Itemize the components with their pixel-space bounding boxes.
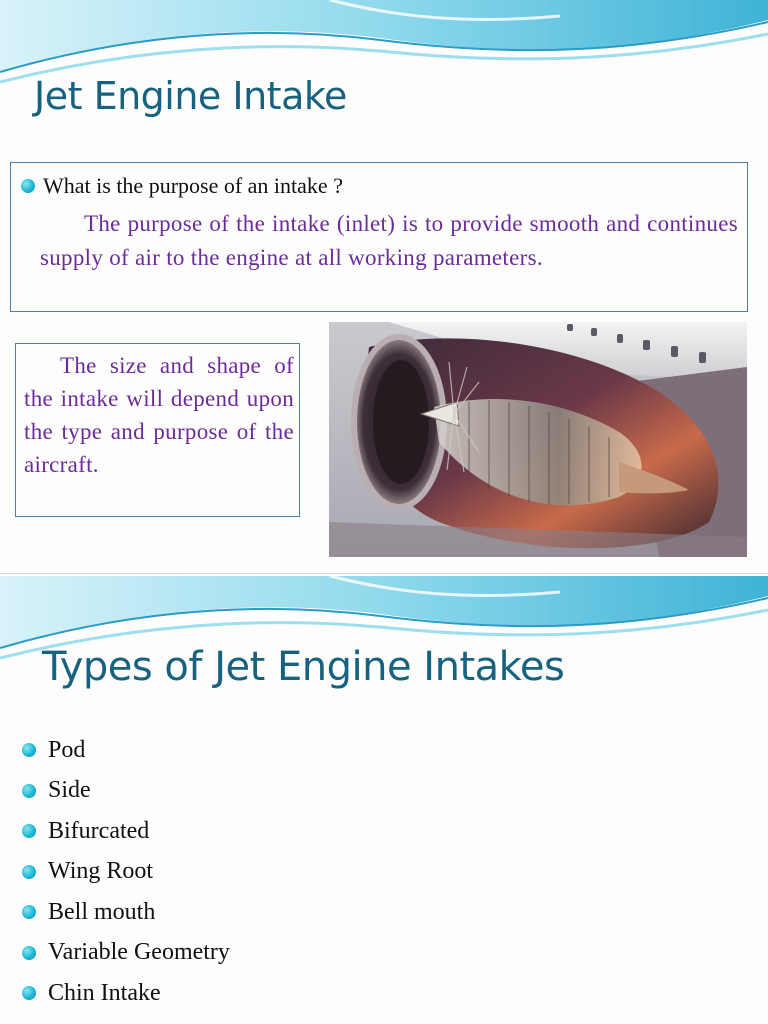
- bullet-icon: [22, 743, 36, 757]
- list-item-label: Variable Geometry: [48, 939, 230, 966]
- list-item: [22, 892, 230, 933]
- bullet-icon: [22, 784, 36, 798]
- bullet-icon: [22, 905, 36, 919]
- bullet-icon: [22, 824, 36, 838]
- list-item-label: Wing Root: [48, 858, 154, 885]
- bullet-icon: [22, 986, 36, 1000]
- bullet-icon: [21, 179, 35, 193]
- question-bullet-row: [21, 173, 343, 199]
- list-item: [22, 811, 230, 852]
- list-item-label: Side: [48, 777, 91, 804]
- list-item-label: Chin Intake: [48, 979, 161, 1006]
- list-item-label: Bell mouth: [48, 898, 156, 925]
- slide-title: Types of Jet Engine Intakes: [42, 644, 565, 690]
- slide-types-of-intakes: [0, 576, 768, 1024]
- bullet-icon: [22, 946, 36, 960]
- answer-text: The purpose of the intake (inlet) is to provide smooth and continues supply of air to the engine at all working parameters.: [40, 211, 738, 270]
- list-item: [22, 852, 230, 893]
- list-item: [22, 933, 230, 974]
- list-item: [22, 730, 230, 771]
- size-shape-box: [15, 343, 300, 517]
- list-item: [22, 771, 230, 812]
- list-item-label: Bifurcated: [48, 817, 150, 844]
- purpose-box: [10, 162, 748, 312]
- jet-engine-cutaway-image: [329, 322, 747, 557]
- list-item: [22, 973, 230, 1014]
- bullet-icon: [22, 865, 36, 879]
- intake-types-list: [22, 730, 230, 1014]
- slide-title: Jet Engine Intake: [34, 74, 347, 118]
- size-shape-text: The size and shape of the intake will depend upon the type and purpose of the aircraft.: [24, 353, 294, 477]
- list-item-label: Pod: [48, 736, 86, 763]
- question-text: What is the purpose of an intake ?: [43, 173, 343, 198]
